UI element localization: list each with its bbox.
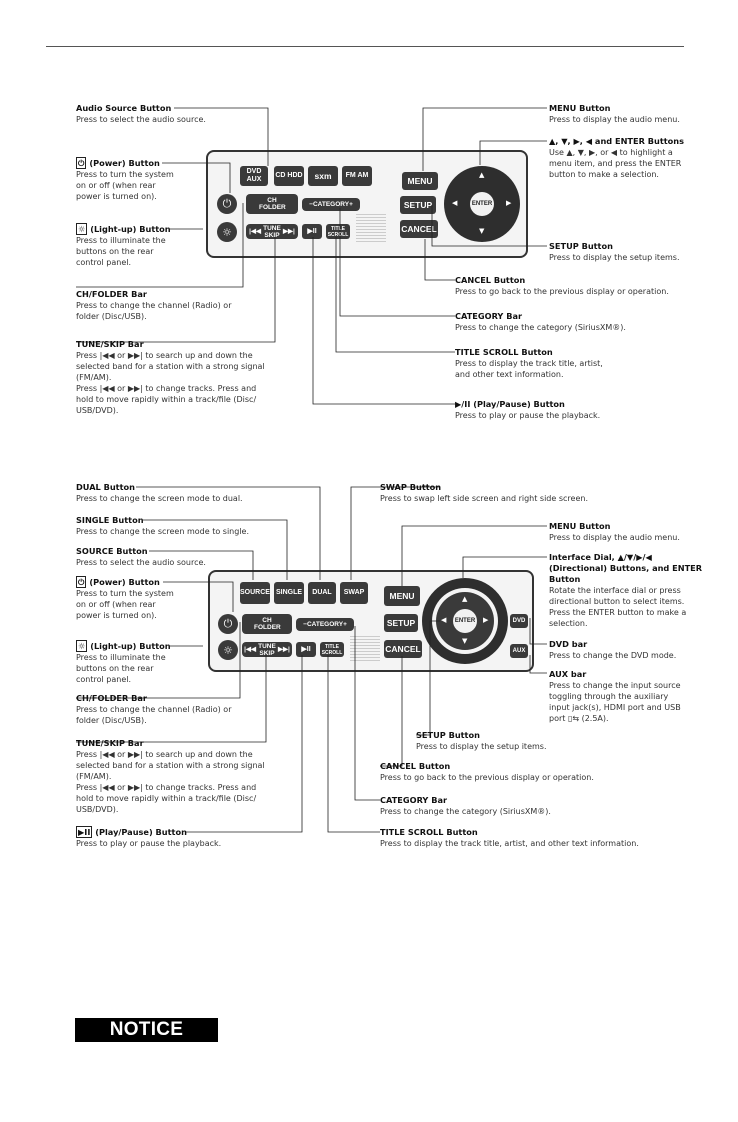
label-dual: DUAL Button Press to change the screen mode to dual. — [76, 482, 243, 503]
play-pause-icon: ▶II — [307, 227, 317, 235]
light-up-icon: ☼ — [78, 224, 86, 234]
label-light-up: ☼ (Light-up) Button Press to illuminate the buttons on the rear control panel. — [76, 224, 171, 267]
swap-button[interactable]: SWAP — [340, 582, 368, 604]
category-bar-2[interactable]: − CATEGORY + — [296, 618, 354, 631]
left-arrow-icon[interactable]: ◀ — [452, 199, 458, 207]
cancel-button[interactable]: CANCEL — [400, 220, 438, 238]
dvd-bar[interactable]: DVD — [510, 614, 528, 628]
label-aux-bar: AUX bar Press to change the input source toggling through the auxiliary input jack(s), HDMI port and USB port ▯⇆ (2.5A). — [549, 669, 681, 723]
light-up-icon: ☼ — [78, 641, 86, 651]
right-arrow-icon[interactable]: ▶ — [483, 616, 489, 624]
power-icon: ⏻ — [223, 617, 233, 630]
left-arrow-icon[interactable]: ◀ — [441, 616, 447, 624]
cancel-button-2[interactable]: CANCEL — [384, 640, 422, 658]
menu-button[interactable]: MENU — [402, 172, 438, 190]
source-button[interactable]: SOURCE — [240, 582, 270, 604]
label-play-pause: ▶/II (Play/Pause) Button Press to play or pause the playback. — [455, 399, 601, 420]
aux-bar[interactable]: AUX — [510, 644, 528, 658]
light-up-icon: ☼ — [223, 643, 233, 657]
tune-skip-bar[interactable]: |◀◀ TUNE SKIP ▶▶| — [246, 224, 298, 239]
play-pause-icon: ▶II — [301, 645, 311, 653]
label-arrows-enter: ▲, ▼, ▶, ◀ and ENTER Buttons Use ▲, ▼, ▶, or ◀ to highlight a menu item, and press the ENTER button to make a selection. — [549, 136, 684, 179]
label-tune-skip: TUNE/SKIP Bar Press |◀◀ or ▶▶| to search up and down the selected band for a station with a strong signal (FM/AM). Press |◀◀ or ▶▶| to change tracks. Press and hold to move rapidly within a track/file (Disc/ USB/DVD). — [76, 339, 265, 415]
label-menu: MENU Button Press to display the audio menu. — [549, 103, 680, 124]
up-arrow-icon[interactable]: ▲ — [462, 595, 468, 603]
down-arrow-icon[interactable]: ▼ — [479, 227, 485, 235]
label-audio-source: Audio Source Button Press to select the audio source. — [76, 103, 206, 124]
label-interface-dial: Interface Dial, ▲/▼/▶/◀ (Directional) Buttons, and ENTER Button Rotate the interface dial or press directional button to select items. Press the ENTER button to make a selection. — [549, 552, 703, 628]
ch-folder-bar[interactable]: CH FOLDER — [246, 194, 298, 214]
label-title-scroll: TITLE SCROLL Button Press to display the track title, artist, and other text information. — [455, 347, 603, 379]
power-icon: ⏻ — [78, 158, 85, 168]
sxm-button[interactable]: sxm — [308, 166, 338, 186]
category-bar[interactable]: − CATEGORY + — [302, 198, 360, 211]
tune-skip-bar-2[interactable]: |◀◀ TUNE SKIP ▶▶| — [242, 642, 292, 657]
menu-button-2[interactable]: MENU — [384, 586, 420, 606]
setup-button[interactable]: SETUP — [400, 196, 436, 214]
notice-banner: NOTICE — [75, 1018, 218, 1042]
label-light-up-2: ☼ (Light-up) Button Press to illuminate the buttons on the rear control panel. — [76, 641, 171, 684]
label-title-scroll-2: TITLE SCROLL Button Press to display the track title, artist, and other text information. — [380, 827, 639, 848]
label-dvd-bar: DVD bar Press to change the DVD mode. — [549, 639, 677, 660]
label-menu-2: MENU Button Press to display the audio menu. — [549, 521, 680, 542]
label-cancel-2: CANCEL Button Press to go back to the previous display or operation. — [380, 761, 594, 782]
play-pause-icon: ▶II — [78, 827, 91, 837]
ch-folder-bar-2[interactable]: CH FOLDER — [242, 614, 292, 634]
label-power-2: ⏻ (Power) Button Press to turn the system on or off (when rear power is turned on). — [76, 577, 174, 620]
light-up-icon: ☼ — [222, 225, 232, 239]
label-setup: SETUP Button Press to display the setup items. — [549, 241, 680, 262]
enter-button-2[interactable]: ENTER — [453, 609, 477, 633]
title-scroll-button[interactable]: TITLE SCROLL — [327, 225, 349, 238]
enter-button[interactable]: ENTER — [470, 192, 494, 216]
label-ch-folder: CH/FOLDER Bar Press to change the channel (Radio) or folder (Disc/USB). — [76, 289, 232, 321]
up-arrow-icon[interactable]: ▲ — [479, 171, 485, 179]
label-ch-folder-2: CH/FOLDER Bar Press to change the channel (Radio) or folder (Disc/USB). — [76, 693, 232, 725]
cd-hdd-button[interactable]: CD HDD — [274, 166, 304, 186]
label-power: ⏻ (Power) Button Press to turn the system on or off (when rear power is turned on). — [76, 158, 174, 201]
dvd-aux-button[interactable]: DVD AUX — [240, 166, 268, 186]
label-category-2: CATEGORY Bar Press to change the category (SiriusXM®). — [380, 795, 551, 816]
label-swap: SWAP Button Press to swap left side screen and right side screen. — [380, 482, 588, 503]
single-button[interactable]: SINGLE — [274, 582, 304, 604]
label-cancel: CANCEL Button Press to go back to the previous display or operation. — [455, 275, 669, 296]
label-source: SOURCE Button Press to select the audio source. — [76, 546, 206, 567]
label-tune-skip-2: TUNE/SKIP Bar Press |◀◀ or ▶▶| to search up and down the selected band for a station with a strong signal (FM/AM). Press |◀◀ or ▶▶| to change tracks. Press and hold to move rapidly within a track/file (Disc/ USB/DVD). — [76, 738, 265, 814]
setup-button-2[interactable]: SETUP — [384, 614, 418, 632]
fm-am-button[interactable]: FM AM — [342, 166, 372, 186]
label-play-pause-2: ▶II (Play/Pause) Button Press to play or pause the playback. — [76, 827, 222, 848]
label-category: CATEGORY Bar Press to change the category (SiriusXM®). — [455, 311, 626, 332]
down-arrow-icon[interactable]: ▼ — [462, 637, 468, 645]
right-arrow-icon[interactable]: ▶ — [506, 199, 512, 207]
title-scroll-button-2[interactable]: TITLE SCROLL — [321, 643, 343, 656]
power-icon: ⏻ — [222, 197, 232, 210]
label-single: SINGLE Button Press to change the screen mode to single. — [76, 515, 249, 536]
label-setup-2: SETUP Button Press to display the setup items. — [416, 730, 547, 751]
dual-button[interactable]: DUAL — [308, 582, 336, 604]
power-icon: ⏻ — [78, 577, 85, 587]
